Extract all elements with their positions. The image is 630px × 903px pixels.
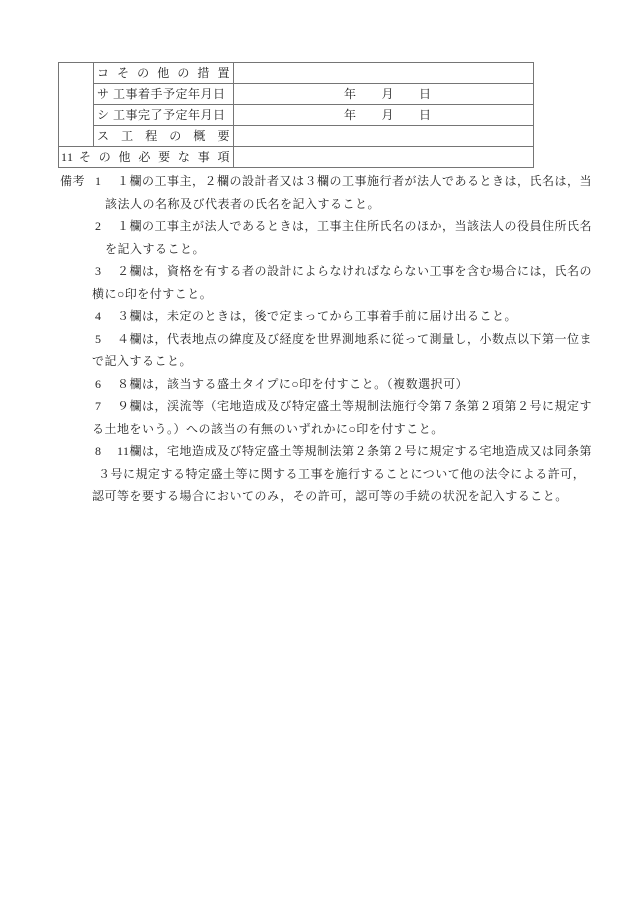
note-number: 8	[95, 444, 102, 458]
note-number: 2	[95, 219, 102, 233]
remarks-heading: 備考	[60, 174, 86, 188]
note-number: 4	[95, 309, 102, 323]
note-line: 認可等を要する場合においてのみ，その許可，認可等の手続の状況を記入すること。	[92, 489, 568, 503]
note-line: 6 ８欄は，該当する盛土タイプに○印を付すこと。（複数選択可）	[95, 373, 620, 396]
remark-note	[95, 305, 620, 328]
row-value	[234, 147, 534, 168]
remark-note	[95, 215, 620, 260]
table-row	[59, 105, 534, 126]
row-value	[234, 84, 534, 105]
remark-note	[95, 373, 620, 396]
remark-note	[95, 170, 620, 215]
note-number: 7	[95, 399, 102, 413]
table-row	[59, 84, 534, 105]
remark-note	[92, 395, 620, 440]
remark-note	[92, 328, 620, 373]
row-value	[234, 105, 534, 126]
remark-note	[92, 440, 620, 508]
note-number: 3	[95, 264, 102, 278]
table-row	[59, 126, 534, 147]
note-number: 1	[95, 174, 102, 188]
note-line: 4 ３欄は，未定のときは，後で定まってから工事着手前に届け出ること。	[95, 305, 620, 328]
note-line: 8 11欄は，宅地造成及び特定盛土等規制法第２条第２号に規定する宅地造成又は同条第	[95, 440, 620, 463]
note-number: 6	[95, 376, 102, 391]
note-line: ３号に規定する特定盛土等に関する工事を施行することについて他の法令による許可，	[98, 466, 586, 481]
continued-item-cell	[59, 63, 94, 147]
date-placeholder: 年 月 日	[344, 87, 432, 101]
remarks-notes	[92, 170, 620, 508]
note-number: 5	[95, 331, 102, 346]
note-line: で記入すること。	[92, 354, 193, 368]
row-value	[234, 63, 534, 84]
table-row	[59, 147, 534, 168]
note-line: 1 １欄の工事主，２欄の設計者又は３欄の工事施行者が法人であるときは，氏名は，当	[95, 170, 620, 193]
note-line: 該法人の名称及び代表者の氏名を記入すること。	[105, 196, 381, 211]
note-line: 3 ２欄は，資格を有する者の設計によらなければならない工事を含む場合には，氏名の	[95, 260, 620, 283]
row-label: コ そ の 他 の 措 置	[94, 63, 234, 84]
table-row	[59, 63, 534, 84]
row-label: サ 工事着手予定年月日	[94, 84, 234, 105]
note-line: 2 １欄の工事主が法人であるときは，工事主住所氏名のほか，当該法人の役員住所氏名	[95, 215, 620, 238]
note-line: 7 ９欄は，渓流等（宅地造成及び特定盛土等規制法施行令第７条第２項第２号に規定す	[95, 395, 620, 418]
row-label: ス 工 程 の 概 要	[94, 126, 234, 147]
row-label: シ 工事完了予定年月日	[94, 105, 234, 126]
note-line: 横に○印を付すこと。	[92, 286, 213, 301]
note-line: を記入すること。	[105, 241, 206, 256]
form-continuation-table	[58, 62, 534, 168]
date-placeholder: 年 月 日	[344, 108, 432, 122]
remark-note	[92, 260, 620, 305]
row-value	[234, 126, 534, 147]
note-line: 5 ４欄は，代表地点の緯度及び経度を世界測地系に従って測量し，小数点以下第一位ま	[95, 328, 620, 351]
note-line: る土地をいう。）への該当の有無のいずれかに○印を付すこと。	[92, 421, 444, 436]
remarks-section	[60, 170, 620, 508]
row-label: 11 そ の 他 必 要 な 事 項	[59, 147, 234, 168]
